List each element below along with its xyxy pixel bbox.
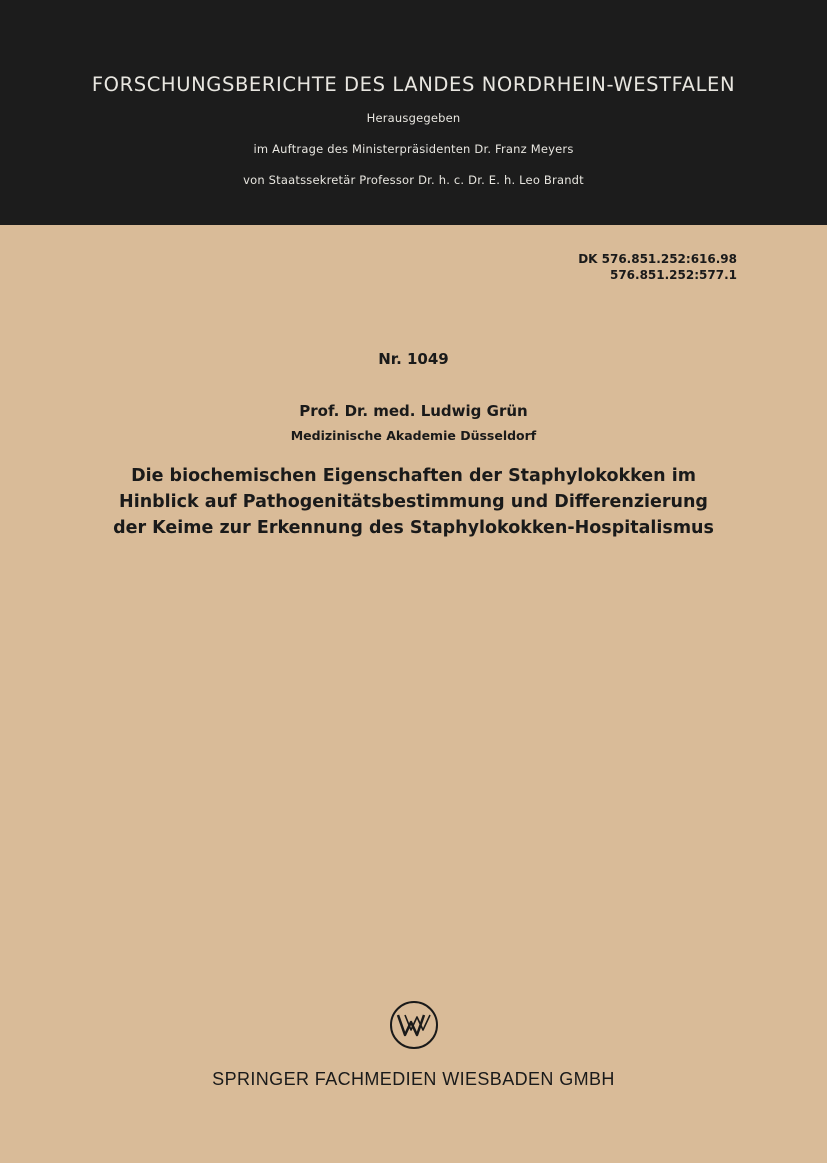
title-line-1: Die biochemischen Eigenschaften der Staphylokokken im [131,466,696,486]
header-band [0,0,827,225]
editor-herausgegeben: Herausgegeben [366,111,461,125]
book-title [0,463,827,541]
editor-auftrag: im Auftrage des Ministerpräsidenten Dr. Franz Meyers [253,142,574,156]
series-title: FORSCHUNGSBERICHTE DES LANDES NORDRHEIN-WESTFALEN [91,73,736,96]
author-name: Prof. Dr. med. Ludwig Grün [299,402,528,420]
report-number: Nr. 1049 [378,350,449,368]
title-line-2: Hinblick auf Pathogenitätsbestimmung und Differenzierung [119,492,708,512]
title-line-3: der Keime zur Erkennung des Staphylokokken-Hospitalismus [113,518,714,538]
editor-brandt: von Staatssekretär Professor Dr. h. c. Dr. E. h. Leo Brandt [243,173,584,187]
classification-line-2: 576.851.252:577.1 [609,268,737,282]
author-affiliation: Medizinische Akademie Düsseldorf [290,428,537,443]
publisher-logo-icon [389,1000,439,1050]
classification-line-1: DK 576.851.252:616.98 [578,252,737,266]
classification-code [578,251,737,283]
publisher-name: SPRINGER FACHMEDIEN WIESBADEN GMBH [212,1069,615,1089]
